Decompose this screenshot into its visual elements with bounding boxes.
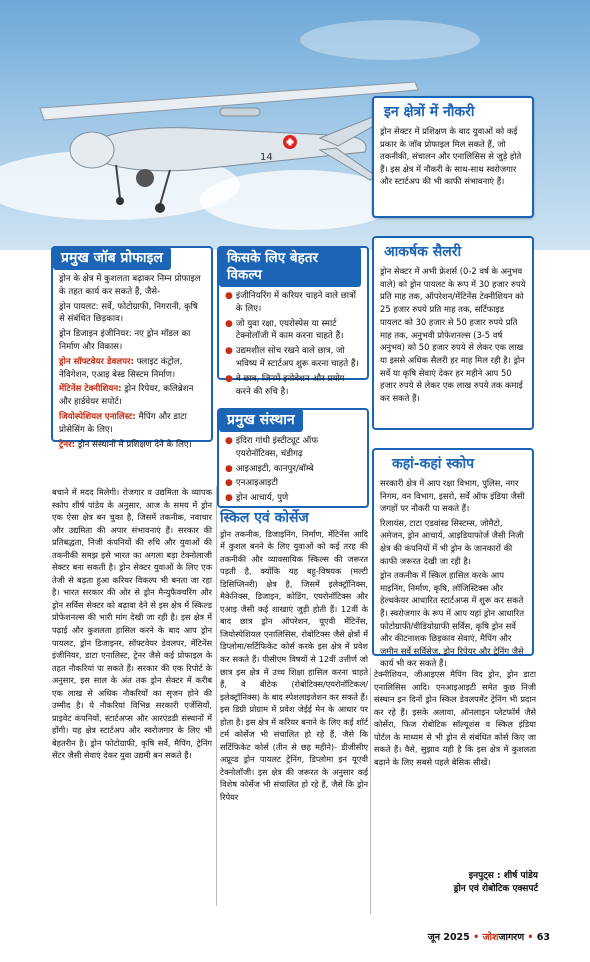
list-item-text: इंदिरा गांधी इंस्टीट्यूट ऑफ एयरोनॉटिक्स, चंडीगढ़ [235,436,318,459]
byline-credit [454,870,538,896]
footer-page-number: 63 [536,932,550,943]
list-item [225,318,361,344]
profile-item [59,356,205,382]
profile-item [59,328,205,354]
profile-item [59,383,205,409]
list-item [225,435,361,461]
list-item [225,477,361,490]
bullet-icon: ● [225,291,233,301]
profile-label: ट्रेनर: [59,439,76,450]
list-item-text: एनआइआइटी [235,478,278,489]
salary-box [372,236,534,430]
footer-brand-2: जागरण [498,932,525,943]
article-column-right [374,668,536,768]
bullet-icon: ● [225,436,233,446]
scope-list [380,477,526,670]
credit-line-2: ड्रोन एवं रोबोटिक एक्सपर्ट [453,884,538,894]
institutes-title: प्रमुख संस्थान [219,409,303,432]
drone-illustration [20,30,420,230]
article-column-left [52,486,212,762]
profile-label: जियोस्पेशियल एनालिस्ट: [59,411,136,422]
list-item [225,290,361,316]
profile-text: फ्लाइट कंट्रोल, नेविगेशन, एआइ बेस्ड सिस्टम निर्माण। [59,356,183,380]
list-item [225,463,361,476]
bullet-icon: ● [225,346,233,357]
jobs-body: ड्रोन सेक्टर में प्रशिक्षण के बाद युवाओं को कई प्रकार के जॉब प्रोफाइल मिल सकते हैं, जो तकनीकी, संचालन और एनालिसिस से जुड़े होते हैं। इस क्षेत्र में नौकरी के साथ-साथ स्वरोजगार और स्टार्टअप की भी काफी संभावनाएं हैं। [380,126,522,187]
footer-brand: जोश [482,932,499,943]
profile-text: ड्रोन संस्थानों में प्रशिक्षण देने के लिए। [75,439,192,450]
footer-date: जून 2025 [427,932,470,943]
column-divider [216,486,217,906]
profile-text: ड्रोन पायलट: सर्वे, फोटोग्राफी, निगरानी, कृषि से संबंधित छिड़काव। [59,301,198,325]
suitable-box [217,246,369,397]
scope-title: कहां-कहां स्कोप [388,454,478,475]
list-item [225,492,361,505]
profile-text: ड्रोन रिपेयर, कलिब्रेशन और हार्डवेयर सपोर्ट। [59,384,194,408]
profile-text: मैपिंग और डाटा प्रोसेसिंग के लिए। [59,411,187,435]
profiles-list [59,301,205,452]
scope-paragraph: रिलायंस, टाटा एडवांस्ड सिस्टम्स, जोमैटो, अमेजन, ड्रोन आचार्य, आइडियाफोर्ज जैसी निजी क्षेत्र की कंपनियों में भी ड्रोन के जानकारों की काफी जरूरत देखी जा रही है। [380,517,524,566]
list-item-text: ड्रोन आचार्य, पुणे [235,493,289,504]
bullet-icon: ● [225,493,233,504]
article-middle-text: ड्रोन तकनीक, डिजाइनिंग, निर्माण, मेंटिनेंस आदि में कुशल बनने के लिए युवाओं को कई तरह की तकनीकी और व्यावसायिक स्किल्स की जरूरत पड़ती है, क्योंकि यह बहु-विषयक (मल्टी डिसिप्लिनरी) क्षेत्र है, जिसमें इलेक्ट्रॉनिक्स, मैकेनिक्स, डिजाइन, कोडिंग, एयरोनॉटिक्स और एआइ जैसी कई शाखाएं जुड़ी होती हैं। 12वीं के बाद छात्र ड्रोन ऑपरेशन, यूएवी मेंटिनेंस, जियोस्पेशियल एनालिसिस, रोबोटिक्स जैसे क्षेत्रों में डिप्लोमा/सर्टिफिकेट कोर्स करके इस क्षेत्र में प्रवेश कर सकते हैं। पीसीएम विषयों से 12वीं उत्तीर्ण जो छात्र इस क्षेत्र में उच्च शिक्षा हासिल करना चाहते हैं, वे बीटेक (रोबोटिक्स/एयरोनॉटिकल/इलेक्ट्रॉनिक्स) के बाद स्पेशलाइजेशन कर सकते हैं। इस डिग्री प्रोग्राम में प्रवेश जेईई मेन के आधार पर होता है। इस क्षेत्र में करियर बनाने के लिए कई शॉर्ट टर्म कोर्सेज भी संचालित हो रहे हैं, जैसे कि सर्टिफिकेट कोर्स (तीन से छह महीने)- डीजीसीए अप्रूव्ड ड्रोन पायलट ट्रेनिंग, डिप्लोमा इन यूएवी टेक्नोलॉजी। इस क्षेत्र की जरूरत के अनुसार कई विशेष कोर्सेज भी संचालित हो रहे हैं, जैसे कि ड्रोन रिपेयर [220,528,368,803]
drone-tail-number: 14 [260,152,273,163]
list-item-text: वे छात्र, जिनमें इनोवेशन और प्रयोग करने की रुचि है। [235,373,345,397]
profile-text: ड्रोन डिजाइन इंजीनियर: नए ड्रोन मॉडल का निर्माण और विकास। [59,329,191,352]
scope-paragraph: ड्रोन तकनीक में स्किल हासिल करके आप माइनिंग, निर्माण, कृषि, लॉजिस्टिक्स और हेल्थकेयर आधारित स्टार्टअप्स में शुरू कर सकते हैं। स्वरोजगार के रूप में आप यहां ड्रोन आधारित फोटोग्राफी/वीडियोग्राफी सर्विस, कृषि ड्रोन सर्वे और कीटनाशक छिड़काव सेवाएं, मैपिंग और जमीन सर्वे सर्विसेज, ड्रोन रिपेयर और ट्रेनिंग जैसे कार्य भी कर सकते हैं। [380,570,524,669]
scope-box [372,448,534,669]
jobs-box [372,96,534,218]
bullet-icon: ● [225,478,233,489]
institutes-box [217,408,369,508]
list-item [225,345,361,371]
footer-sep: • [524,932,537,943]
profile-item [59,301,205,327]
bullet-icon: ● [225,463,233,474]
list-item-text: जो युवा रक्षा, एयरोस्पेस या स्मार्ट टेक्नोलॉजी में काम करना चाहते हैं। [235,318,344,342]
bullet-icon: ● [225,318,233,329]
page-footer [428,930,550,943]
list-item [225,373,361,399]
article-left-text: बचाने में मदद मिलेगी। रोजगार व उद्यमिता के व्यापक स्कोप शीर्ष पांडेय के अनुसार, आज के समय में ड्रोन एक ऐसा क्षेत्र बन चुका है, जिसमें तकनीक, नवाचार और उद्यमिता की अपार संभावनाएं हैं। सरकार की प्रतिबद्धता, निजी कंपनियों की रुचि और युवाओं की तकनीकी समझ इसे भारत का अगला बड़ा टेक्नोलाजी सेक्टर बना सकती है। ड्रोन सेक्टर युवाओं के लिए एक तेजी से बढ़ता हुआ करियर विकल्प भी बनता जा रहा है। भारत सरकार की ओर से ड्रोन मैन्युफैक्चरिंग और ड्रोन सर्विस सेक्टर को बढ़ावा देने से इस क्षेत्र में स्किल्ड प्रोफेशनल्स की भारी मांग देखी जा रही है। इस क्षेत्र में पढ़ाई और कुशलता हासिल करने के बाद आप ड्रोन पायलट, ड्रोन डिजाइनर, सॉफ्टवेयर डेवलपर, मेंटिनेंस इंजीनियर, डाटा एनालिस्ट, ट्रेनर जैसे कई प्रोफाइल के तहत नौकरियां पा सकते हैं। सरकार की एक रिपोर्ट के अनुसार, इस साल के अंत तक ड्रोन सेक्टर में करीब एक लाख से अधिक नौकरियों का सृजन होने की उम्मीद है। ये नौकरियां विभिन्न सरकारी एजेंसियों, प्राइवेट कंपनियों, स्टार्टअप्स और आरएंडडी संस्थानों में होंगी। यह क्षेत्र स्टार्टअप और स्वरोजगार के लिए भी बेहतरीन है। ड्रोन फोटोग्राफी, कृषि सर्वे, मैपिंग, ट्रेनिंग सेंटर जैसी सेवाएं देकर युवा उद्यमी बन सकते हैं। [52,487,212,761]
skills-heading: स्किल एवं कोर्सेज [220,510,309,526]
suitable-title: किसके लिए बेहतर विकल्प [219,247,361,287]
suitable-list [225,290,361,398]
salary-title: आकर्षक सैलरी [380,242,465,263]
credit-line-1: इनपुट्स : शीर्ष पांडेय [468,871,538,881]
profile-label: ड्रोन सॉफ्टवेयर डेवलपर: [59,356,134,367]
profiles-box [51,246,213,450]
list-item-text: इंजीनियरिंग में करियर चाहने वाले छात्रों के लिए। [235,291,356,314]
institutes-list [225,435,361,505]
bullet-icon: ● [225,373,233,384]
jobs-title: इन क्षेत्रों में नौकरी [380,102,479,123]
profiles-intro: ड्रोन के क्षेत्र में कुशलता बढ़ाकर निम्न प्रोफाइल के तहत कार्य कर सकते हैं, जैसे- [59,274,201,297]
list-item-text: आइआइटी, कानपुर/बॉम्बे [235,463,314,474]
profile-label: मेंटिनेंस टेक्नीशियन: [59,384,122,395]
profiles-title: प्रमुख जॉब प्रोफाइल [53,247,171,270]
scope-paragraph: सरकारी क्षेत्र में आप रक्षा विभाग, पुलिस, नगर निगम, वन विभाग, इसरो, सर्वे ऑफ इंडिया जैसी जगहों पर नौकरी पा सकते हैं। [380,478,525,514]
article-right-text: टेक्नीशियन, जीआइएस मैपिंग विद ड्रोन, ड्रोन डाटा एनालिसिस आदि। एनआइआइटी समेत कुछ निजी संस्थान इन दिनों ड्रोन स्किल डेवलपमेंट ट्रेनिंग भी प्रदान कर रहे हैं। इसके अलावा, ऑनलाइन प्लेटफॉर्म जैसे कोर्सेरा, फिज रोबोटिक सॉल्यूशंस व स्किल इंडिया पोर्टल के माध्यम से भी ड्रोन से संबंधित कोर्स किए जा सकते हैं। वैसे, सुझाव यही है कि इस क्षेत्र में कुशलता बढ़ाने के लिए सबसे पहले बेसिक सीखें। [374,669,536,767]
footer-sep: • [469,932,483,943]
list-item-text: उद्यमशील सोच रखने वाले छात्र, जो भविष्य में स्टार्टअप शुरू करना चाहते हैं। [235,346,359,369]
article-column-middle [220,512,368,804]
profile-item [59,411,205,437]
profile-item [59,439,205,452]
salary-body: ड्रोन सेक्टर में अभी फ्रेशर्स (0-2 वर्ष के अनुभव वाले) को ड्रोन पायलट के रूप में 30 हजार रुपये प्रति माह तक, ऑपरेशन/मेंटिनेंस टेक्नीशियन को 25 हजार रुपये प्रति माह तक, सर्टिफाइड पायलट को 30 हजार से 50 हजार रुपये प्रति माह तक, अनुभवी प्रोफेशनल्स (3-5 वर्ष अनुभव) को 50 हजार रुपये से लेकर एक लाख या इससे अधिक सैलरी हर माह मिल रही है। ड्रोन सर्वे या कृषि सेवाएं देकर हर महीने आप 50 हजार रुपये से लेकर एक लाख रुपये तक कमाई कर सकते हैं। [380,266,526,404]
column-divider [370,668,371,914]
